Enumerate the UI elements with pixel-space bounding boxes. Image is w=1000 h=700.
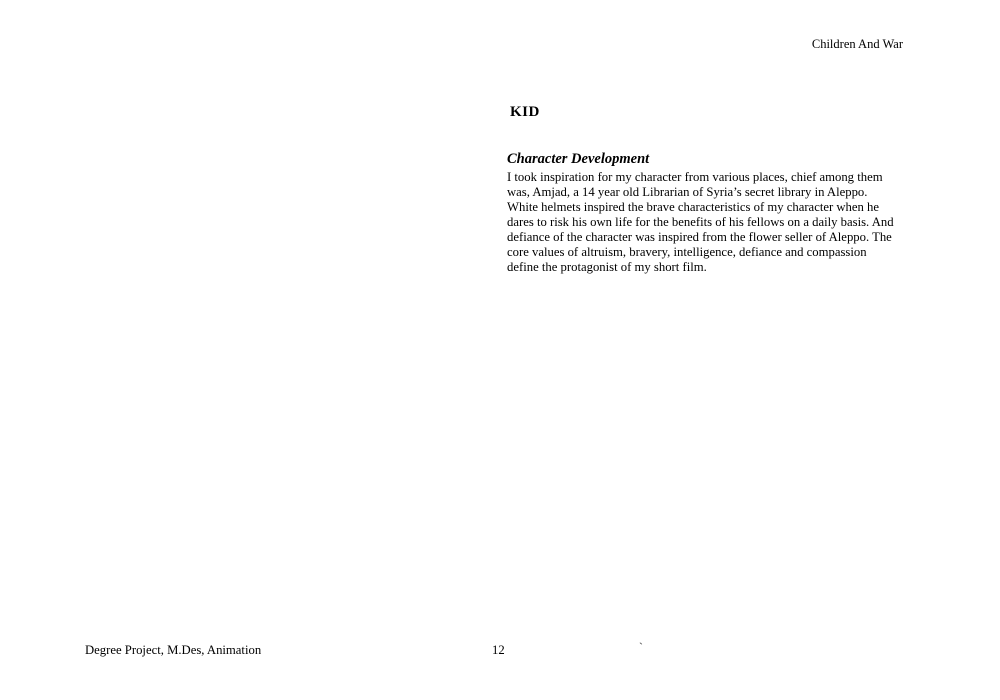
section-heading: Character Development — [507, 151, 650, 167]
footer-page-number: 12 — [492, 643, 505, 657]
body-paragraph — [507, 170, 894, 275]
page-title: KID — [510, 104, 540, 120]
paragraph-line: define the protagonist of my short film. — [507, 260, 707, 274]
paragraph-line: dares to risk his own life for the benefits of his fellows on a daily basis. And — [507, 215, 894, 229]
paragraph-line: White helmets inspired the brave characteristics of my character when he — [507, 200, 880, 214]
running-header: Children And War — [811, 37, 903, 51]
paragraph-line: defiance of the character was inspired from the flower seller of Aleppo. The — [507, 230, 892, 244]
footer-stray-mark: ` — [639, 640, 643, 654]
footer-project-label: Degree Project, M.Des, Animation — [85, 643, 262, 657]
paragraph-line: core values of altruism, bravery, intelligence, defiance and compassion — [507, 245, 867, 259]
paragraph-line: I took inspiration for my character from various places, chief among them — [507, 170, 883, 184]
paragraph-line: was, Amjad, a 14 year old Librarian of Syria’s secret library in Aleppo. — [507, 185, 868, 199]
